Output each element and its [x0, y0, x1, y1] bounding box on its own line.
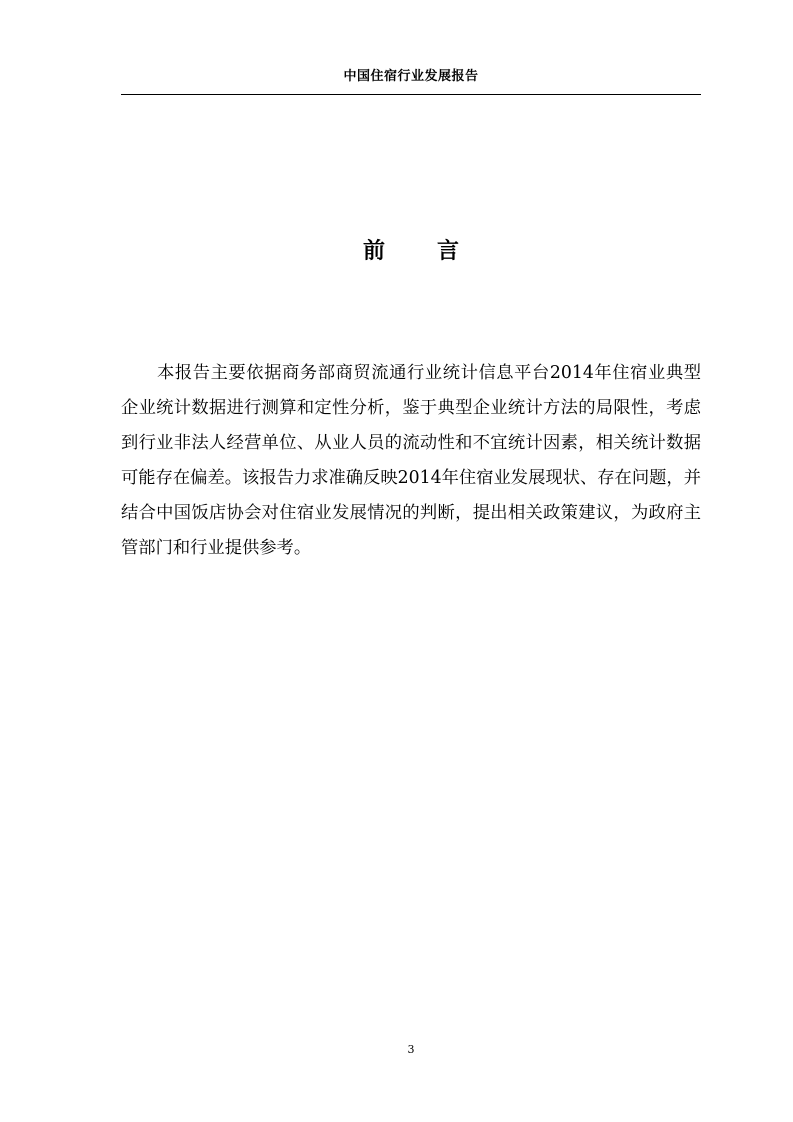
running-header-title: 中国住宿行业发展报告: [343, 69, 479, 84]
page-number: 3: [407, 1043, 415, 1056]
page-title: [121, 236, 701, 268]
page-title-char-1: 前: [362, 239, 385, 264]
page-title-char-2: 言: [437, 239, 460, 264]
running-header: [121, 67, 701, 95]
preface-paragraph: 本报告主要依据商务部商贸流通行业统计信息平台2014年住宿业典型企业统计数据进行测算和定性分析，鉴于典型企业统计方法的局限性，考虑到行业非法人经营单位、从业人员的流动性和不宜统计因素，相关统计数据可能存在偏差。该报告力求准确反映2014年住宿业发展现状、存在问题，并结合中国饭店协会对住宿业发展情况的判断，提出相关政策建议，为政府主管部门和行业提供参考。: [121, 363, 701, 558]
